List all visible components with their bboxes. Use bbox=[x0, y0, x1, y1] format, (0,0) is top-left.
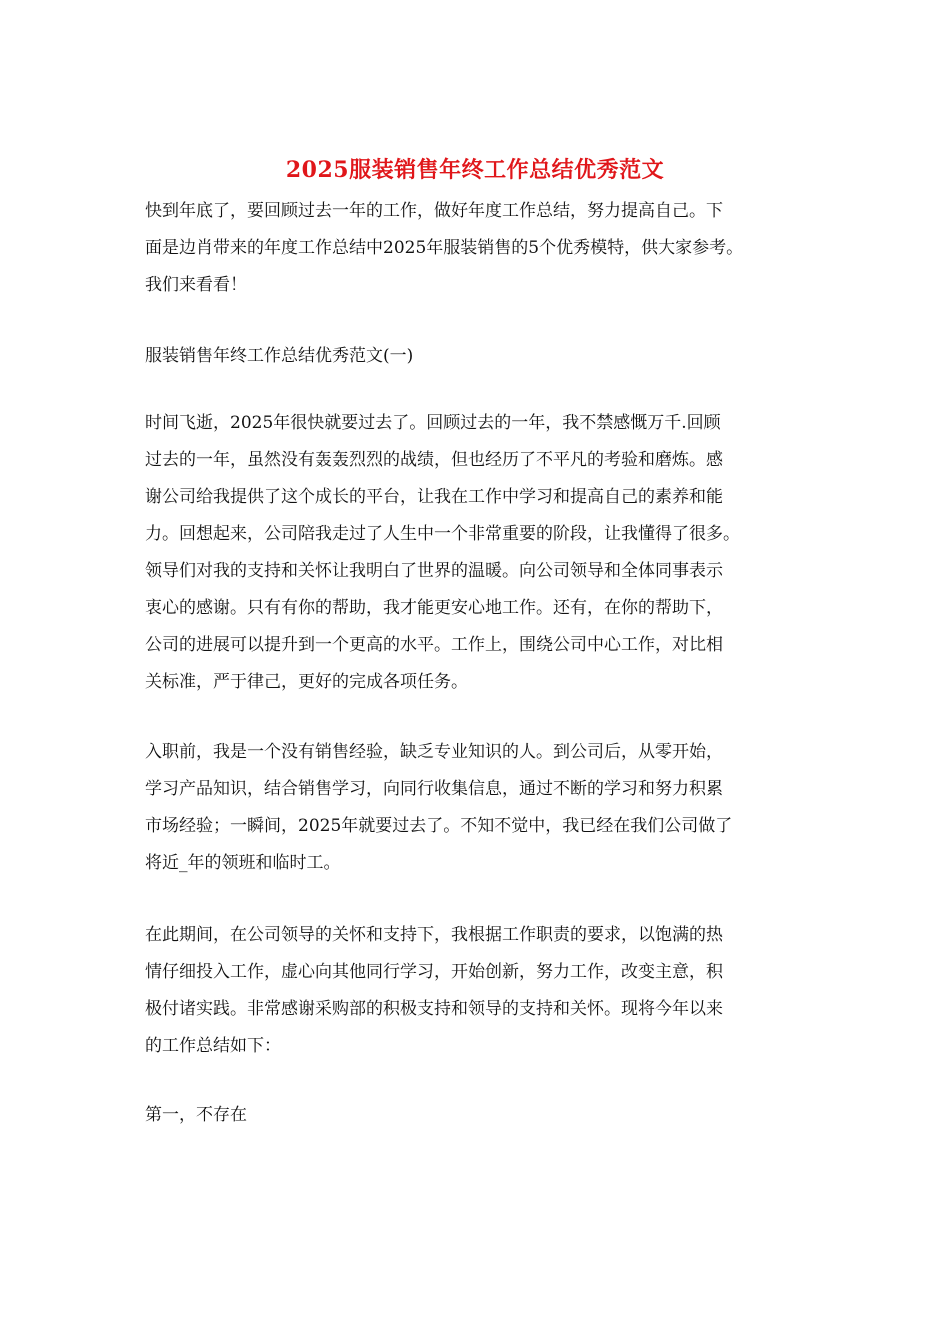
text-line: 的工作总结如下： bbox=[145, 1036, 281, 1056]
document-title: 2025服装销售年终工作总结优秀范文 bbox=[285, 157, 665, 183]
text-line: 第一，不存在 bbox=[145, 1105, 247, 1125]
text-line: 在此期间，在公司领导的关怀和支持下，我根据工作职责的要求，以饱满的热 bbox=[145, 925, 723, 945]
paragraph-2 bbox=[145, 734, 825, 882]
paragraph-3 bbox=[145, 917, 825, 1065]
text-line: 情仔细投入工作，虚心向其他同行学习，开始创新，努力工作，改变主意，积 bbox=[145, 962, 723, 982]
text-line: 力。回想起来，公司陪我走过了人生中一个非常重要的阶段，让我懂得了很多。 bbox=[145, 524, 740, 544]
text-line: 将近_年的领班和临时工。 bbox=[145, 853, 341, 873]
text-line: 关标准，严于律己，更好的完成各项任务。 bbox=[145, 672, 468, 692]
text-line: 入职前，我是一个没有销售经验，缺乏专业知识的人。到公司后，从零开始， bbox=[145, 742, 723, 762]
text-line: 谢公司给我提供了这个成长的平台，让我在工作中学习和提高自己的素养和能 bbox=[145, 487, 723, 507]
paragraph-1 bbox=[145, 405, 825, 701]
text-line: 时间飞逝，2025年很快就要过去了。回顾过去的一年，我不禁感慨万千.回顾 bbox=[145, 413, 721, 433]
text-line: 快到年底了，要回顾过去一年的工作，做好年度工作总结，努力提高自己。下 bbox=[145, 201, 723, 221]
text-line: 服装销售年终工作总结优秀范文(一) bbox=[145, 346, 414, 366]
text-line: 领导们对我的支持和关怀让我明白了世界的温暖。向公司领导和全体同事表示 bbox=[145, 561, 723, 581]
intro-paragraph bbox=[145, 193, 825, 304]
text-line: 过去的一年，虽然没有轰轰烈烈的战绩，但也经历了不平凡的考验和磨炼。感 bbox=[145, 450, 723, 470]
text-line: 极付诸实践。非常感谢采购部的积极支持和领导的支持和关怀。现将今年以来 bbox=[145, 999, 723, 1019]
text-line: 我们来看看！ bbox=[145, 275, 247, 295]
text-line: 市场经验；一瞬间，2025年就要过去了。不知不觉中，我已经在我们公司做了 bbox=[145, 816, 733, 836]
text-line: 公司的进展可以提升到一个更高的水平。工作上，围绕公司中心工作，对比相 bbox=[145, 635, 723, 655]
text-line: 面是边肖带来的年度工作总结中2025年服装销售的5个优秀模特，供大家参考。 bbox=[145, 238, 744, 258]
text-line: 衷心的感谢。只有有你的帮助，我才能更安心地工作。还有，在你的帮助下， bbox=[145, 598, 723, 618]
text-line: 学习产品知识，结合销售学习，向同行收集信息，通过不断的学习和努力积累 bbox=[145, 779, 723, 799]
section-heading bbox=[145, 338, 825, 375]
paragraph-4 bbox=[145, 1097, 825, 1134]
